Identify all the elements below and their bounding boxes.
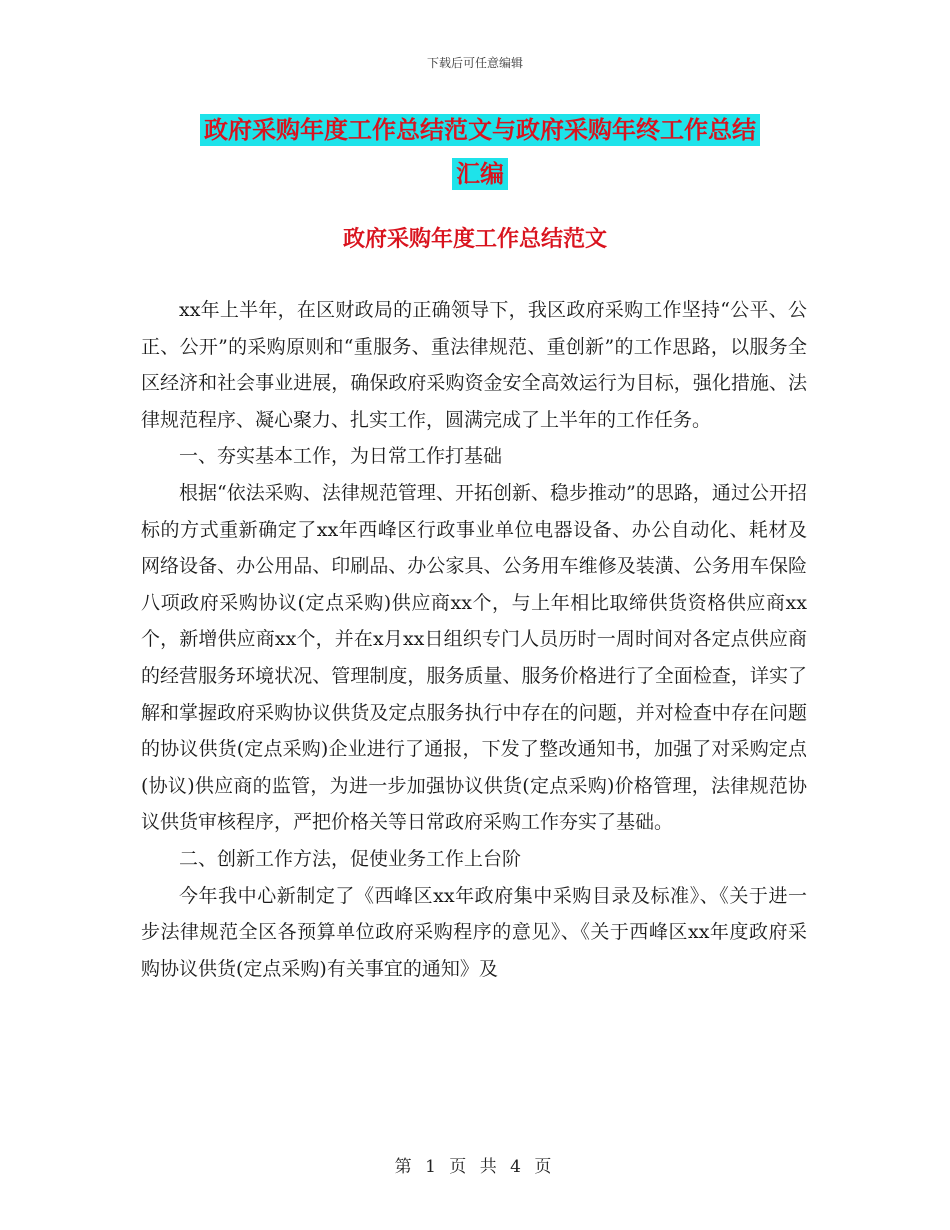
document-body (141, 292, 807, 987)
page-number-footer: 第 1 页 共 4 页 (394, 1157, 556, 1177)
paragraph-heading-2: 二、创新工作方法，促使业务工作上台阶 (179, 847, 522, 870)
document-title-line1: 政府采购年度工作总结范文与政府采购年终工作总结 (200, 114, 760, 146)
section-title: 政府采购年度工作总结范文 (342, 227, 607, 252)
paragraph-heading-1: 一、夯实基本工作，为日常工作打基础 (179, 445, 503, 468)
paragraph-intro: xx年上半年，在区财政局的正确领导下，我区政府采购工作坚持“公平、公正、公开”的采购原则和“重服务、重法律规范、重创新”的工作思路，以服务全区经济和社会事业进展，确保政府采购资金安全高效运行为目标，强化措施、法律规范程序、凝心聚力、扎实工作，圆满完成了上半年的工作任务。 (141, 299, 807, 431)
document-title-line2: 汇编 (452, 158, 508, 190)
paragraph-basic-work: 根据“依法采购、法律规范管理、开拓创新、稳步推动”的思路，通过公开招标的方式重新确定了xx年西峰区行政事业单位电器设备、办公自动化、耗材及网络设备、办公用品、印刷品、办公家具、公务用车维修及装潢、公务用车保险八项政府采购协议(定点采购)供应商xx个，与上年相比取缔供货资格供应商xx个，新增供应商xx个，并在x月xx日组织专门人员历时一周时间对各定点供应商的经营服务环境状况、管理制度，服务质量、服务价格进行了全面检查，详实了解和掌握政府采购协议供货及定点服务执行中存在的问题，并对检查中存在问题的协议供货(定点采购)企业进行了通报，下发了整改通知书，加强了对采购定点(协议)供应商的监管，为进一步加强协议供货(定点采购)价格管理，法律规范协议供货审核程序，严把价格关等日常政府采购工作夯实了基础。 (141, 481, 807, 834)
paragraph-new-methods: 今年我中心新制定了《西峰区xx年政府集中采购目录及标准》、《关于进一步法律规范全区各预算单位政府采购程序的意见》、《关于西峰区xx年度政府采购协议供货(定点采购)有关事宜的通知》及 (141, 884, 807, 980)
document-title (150, 108, 810, 196)
header-note: 下载后可任意编辑 (426, 56, 523, 70)
